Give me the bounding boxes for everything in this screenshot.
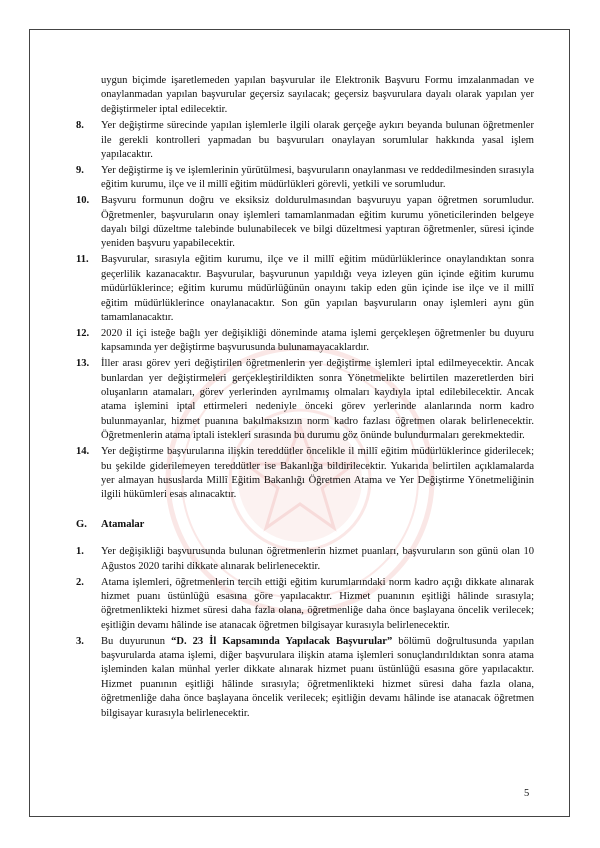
item-number: 14. <box>76 446 90 458</box>
item-number: 8. <box>76 120 84 132</box>
item-number: 13. <box>76 358 90 370</box>
list-item <box>76 576 534 634</box>
item-number: 2. <box>76 576 84 588</box>
item-text: Yer değiştirme başvurularına ilişkin tereddütler öncelikle il millî eğitim müdürlüklerince giderilecek; bu şekilde giderilemeyen tereddütler ise Bakanlığa bildirilecektir. Yukarıda belirtilen açıklamalarda yer almayan hususlarda Millî Eğitim Bakanlığı Öğretmen Atama ve Yer Değiştirme Yönetmeliğinin ilgili hükümleri esas alınacaktır. <box>101 446 534 501</box>
list-item <box>76 164 534 193</box>
item-text: Başvuru formunun doğru ve eksiksiz doldurulmasından başvuruyu yapan öğretmen sorumludur. Öğretmenler, başvuruların onay işlemleri tamamlanmadan eğitim kurumu yöneticilerinden belgeye dayalı bilgi düzeltme talebinde bulunabilecek ve bilgi düzeltmesi yaptıran öğretmenler, süresi içinde yeniden başvuru yapabilecektir. <box>101 195 534 250</box>
item-text: Atama işlemleri, öğretmenlerin tercih ettiği eğitim kurumlarındaki norm kadro açığı dikkate alınarak hizmet puanı üstünlüğü esasına göre yapılacaktır. Hizmet puanının eşitliği hâlinde sırasıyla; öğretmenlikteki hizmet süresi daha fazla olana, öğretmenliğe daha önce başlayana öncelik verilecek; eşitliğin devamı hâlinde ise atanacak öğretmen bilgisayar kurasıyla belirlenecektir. <box>101 576 534 631</box>
item-text: Yer değiştirme sürecinde yapılan işlemlerle ilgili olarak gerçeğe aykırı beyanda bulunan öğretmenler ile gerekli kontrolleri yapmadan bu başvuruları onaylayan sorumlular hakkında yasal işlem yapılacaktır. <box>101 120 534 161</box>
document-body <box>76 74 534 723</box>
section-heading <box>76 518 534 532</box>
list-item <box>76 635 534 721</box>
item-number: 12. <box>76 327 90 339</box>
list-item <box>76 445 534 503</box>
section-reference: “D. 23 İl Kapsamında Yapılacak Başvurular” <box>171 635 393 647</box>
item-text-prefix: Bu duyurunun <box>101 635 172 647</box>
item-number: 1. <box>76 546 84 558</box>
page-number: 5 <box>524 788 530 799</box>
continued-paragraph: uygun biçimde işaretlemeden yapılan başvurular ile Elektronik Başvuru Formu imzalanmadan ve onaylanmadan yapılan başvurular geçersiz sayılacak; geçersiz başvurulara dayalı olarak yapılan yer değiştirmeler iptal edilecektir. <box>101 75 534 115</box>
item-text: 2020 il içi isteğe bağlı yer değişikliği döneminde atama işlemi gerçekleşen öğretmenler bu duyuru kapsamında yer değiştirme başvurusunda bulunamayacaklardır. <box>101 327 534 354</box>
item-text: Yer değişikliği başvurusunda bulunan öğretmenlerin hizmet puanları, başvuruların son günü olan 10 Ağustos 2020 tarihi dikkate alınarak belirlenecektir. <box>101 546 534 572</box>
section-f-list <box>76 119 534 503</box>
section-letter: G. <box>76 518 87 530</box>
item-number: 11. <box>76 254 89 266</box>
item-text: İller arası görev yeri değiştirilen öğretmenlerin yer değiştirme işlemleri iptal edilmeyecektir. Ancak bunlardan yer değiştirmeleri gerçekleştirildikten sonra Yönetmelikte belirtilen mazeretlerden biri oluşanların atamaları, görev yerlerinden ayrılmamış olmaları kaydıyla iptal edilebilecektir. Ancak atama işlemini iptal ettirmeleri nedeniyle önceki görev yerlerinde alanlarında norm kadro bulunmayanlar, hizmet puanına bakılmaksızın norm kadro fazlası öğretmen olarak belirlenecektir. Öğretmenlerin atama iptali istekleri sırasında bu durumu göz önünde bulundurmaları gerekmektedir. <box>101 358 534 442</box>
item-number: 9. <box>76 164 84 176</box>
list-item <box>76 327 534 356</box>
item-text-suffix: bölümü doğrultusunda yapılan başvurularda atama işlemi, diğer başvurulara ilişkin atama işlemleri sonuçlandırıldıktan sonra atama işleminden kalan münhal yerler dikkate alınarak hizmet puanı üstünlüğü esasına göre yapılacaktır. Hizmet puanının eşitliği hâlinde sırasıyla; öğretmenlikteki hizmet süresi daha fazla olana, öğretmenliğe daha önce başlayana öncelik verilecek; eşitliğin devamı hâlinde ise atanacak öğretmen bilgisayar kurasıyla belirlenecektir. <box>101 635 535 719</box>
list-item <box>76 357 534 443</box>
list-item <box>76 545 534 574</box>
list-item <box>76 194 534 252</box>
section-g-list <box>76 545 534 721</box>
section-title: Atamalar <box>101 518 145 530</box>
item-text: Başvurular, sırasıyla eğitim kurumu, ilçe ve il millî eğitim müdürlüklerince onaylandıktan sonra geçerlilik kazanacaktır. Başvurular, başvurunun yapıldığı veya izleyen gün içinde eğitim kurumu müdürlüklerince; eğitim kurumu müdürlüğünün onayını takip eden gün içinde ise ilçe ve il millî eğitim müdürlüklerince onaylanacaktır. Son gün yapılan başvuruların onay işlemleri aynı gün tamamlanacaktır. <box>101 254 534 323</box>
item-text: Yer değiştirme iş ve işlemlerinin yürütülmesi, başvuruların onaylanması ve reddedilmesinden sırasıyla eğitim kurumu, ilçe ve il millî eğitim müdürlükleri görevli, yetkili ve sorumludur. <box>101 164 534 191</box>
list-item <box>76 119 534 162</box>
item-number: 3. <box>76 635 84 647</box>
item-number: 10. <box>76 195 90 207</box>
list-item <box>76 253 534 325</box>
item-text <box>101 635 534 721</box>
